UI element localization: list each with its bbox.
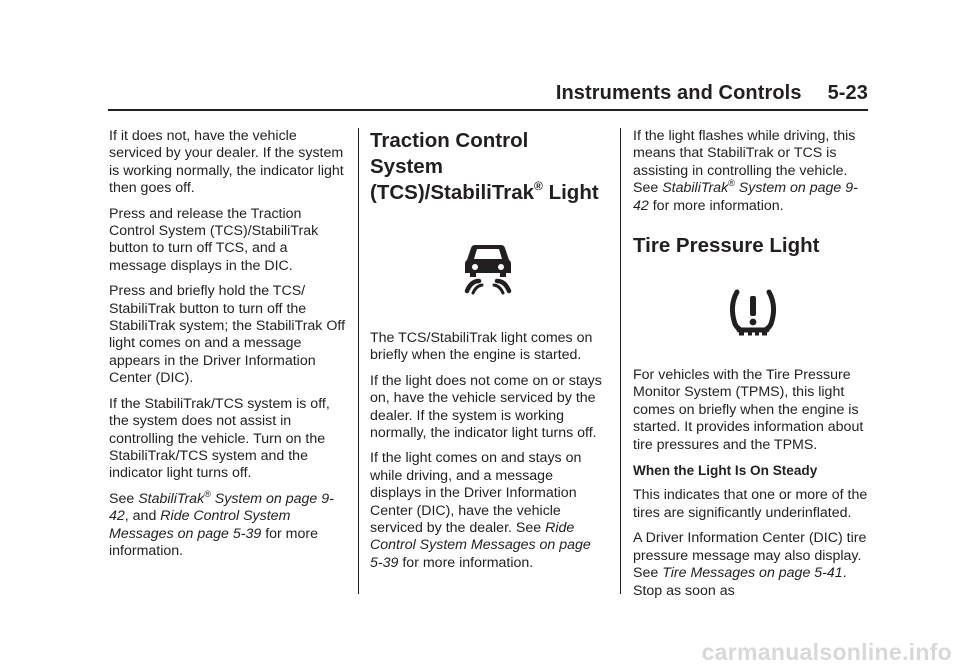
cross-reference-stabilitrak[interactable]: StabiliTrak® System on page 9-42 [109, 488, 334, 525]
paragraph [633, 128, 873, 215]
column-divider-2 [620, 128, 621, 594]
cross-reference-ride-control[interactable]: Ride Control System Messages on page 5-39 [109, 508, 291, 542]
paragraph [370, 450, 605, 572]
paragraph [633, 530, 873, 600]
paragraph: This indicates that one or more of the tires are significantly underinflated. [633, 487, 868, 521]
paragraph: If it does not, have the vehicle serviced by your dealer. If the system is working normally, the indicator light then goes off. [109, 128, 344, 197]
paragraph: If the StabiliTrak/TCS system is off, the system does not assist in controlling the vehicle. Turn on the StabiliTrak/TCS system and the indicator light turns off. [109, 395, 330, 482]
header-rule [108, 109, 868, 111]
text: for more information. [402, 554, 534, 571]
text: for more information. [652, 197, 784, 214]
registered-mark: ® [728, 178, 735, 189]
paragraph: For vehicles with the Tire Pressure Monitor System (TPMS), this light comes on briefly when the engine is started. It provides information about tire pressures and the TPMS. [633, 367, 864, 453]
text: If the light flashes while driving, this means that StabiliTrak or TCS is assisting in controlling the vehicle. See [633, 128, 856, 197]
paragraph: Press and briefly hold the TCS/ StabiliTrak button to turn off the StabiliTrak system; the StabiliTrak Off light comes on and a message appears in the Driver Information Center (DIC). [109, 283, 346, 387]
subheading: When the Light Is On Steady [633, 463, 818, 479]
text: for more information. [109, 525, 319, 559]
registered-mark: ® [204, 488, 211, 499]
column-divider-1 [358, 128, 359, 594]
column-2 [370, 128, 605, 580]
section-heading-tire-pressure: Tire Pressure Light [633, 234, 820, 258]
cross-reference-stabilitrak[interactable]: StabiliTrak® System on page 9-42 [633, 178, 858, 214]
text: , and [124, 508, 157, 525]
text: If the light comes on and stays on while driving, and a message displays in the Driver Information Center (DIC), have the vehicle serviced by the dealer. See [370, 450, 582, 537]
paragraph: If the light does not come on or stays on, have the vehicle serviced by the dealer. If the system is working normally, the indicator light turns off. [370, 372, 602, 442]
column-1 [109, 128, 349, 568]
cross-reference-tire-messages[interactable]: Tire Messages on page 5-41 [662, 565, 843, 582]
cross-reference-ride-control[interactable]: Ride Control System Messages on page 5-39 [370, 520, 591, 571]
text: A Driver Information Center (DIC) tire pressure message may also display. See [633, 530, 867, 582]
text: See [109, 490, 135, 507]
running-header [556, 82, 868, 105]
section-title: Instruments and Controls [555, 82, 802, 104]
text: . Stop as soon as [633, 565, 847, 599]
traction-control-icon [463, 241, 513, 295]
tire-pressure-icon [725, 288, 781, 338]
paragraph: Press and release the Traction Control System (TCS)/StabiliTrak button to turn off TCS, and a message displays in the DIC. [109, 205, 319, 274]
column-3 [633, 128, 873, 608]
registered-mark: ® [534, 179, 543, 193]
watermark: carmanualsonline.info [701, 639, 952, 665]
paragraph [109, 488, 349, 561]
paragraph: The TCS/StabiliTrak light comes on briefly when the engine is started. [370, 330, 593, 364]
section-heading-tcs: Traction Control System (TCS)/StabiliTrak® Light [370, 129, 599, 204]
page-number: 5-23 [827, 82, 868, 104]
